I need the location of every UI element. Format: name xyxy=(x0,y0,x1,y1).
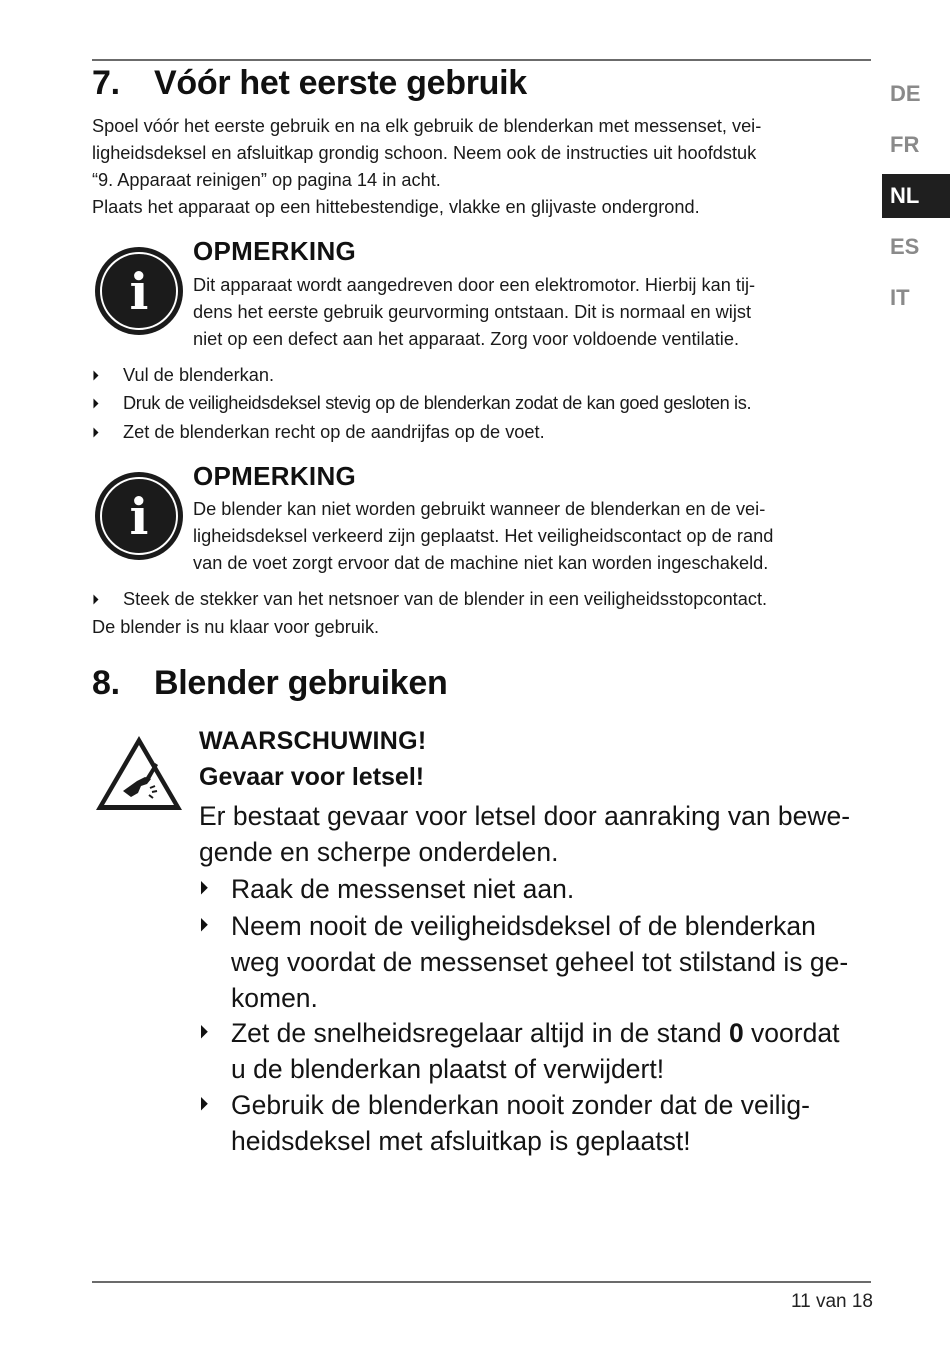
language-tab-es[interactable]: ES xyxy=(890,234,920,259)
intro-line: Plaats het apparaat op een hittebestendige, vlakke en glijvaste ondergrond. xyxy=(92,197,700,217)
section-8-heading xyxy=(92,664,447,703)
info-glyph: i xyxy=(100,477,178,555)
section-8-title: Blender gebruiken xyxy=(154,664,448,702)
note-line: Dit apparaat wordt aangedreven door een elektromotor. Hierbij kan tij- xyxy=(193,275,756,295)
hand-injury-warning-icon xyxy=(93,733,185,813)
language-tab-de[interactable]: DE xyxy=(890,81,921,106)
bullet-arrow-icon: ⏵ xyxy=(199,915,209,936)
note-1-text xyxy=(193,272,873,353)
top-rule xyxy=(92,59,871,61)
warning-item-line xyxy=(231,1015,839,1051)
ready-text: De blender is nu klaar voor gebruik. xyxy=(92,617,380,637)
intro-line: “9. Apparaat reinigen” op pagina 14 in acht. xyxy=(92,170,441,190)
note-line: De blender kan niet worden gebruikt wanneer de blenderkan en de vei- xyxy=(193,499,766,519)
section-7-number: 7. xyxy=(92,64,120,102)
warning-subtitle: Gevaar voor letsel! xyxy=(199,763,425,791)
warning-item xyxy=(199,908,848,1016)
warning-item-line: Neem nooit de veiligheidsdeksel of de blenderkan xyxy=(231,911,816,941)
warning-line: gende en scherpe onderdelen. xyxy=(199,837,559,867)
bottom-rule xyxy=(92,1281,871,1283)
warning-item-line: Gebruik de blenderkan nooit zonder dat de veilig- xyxy=(231,1090,810,1120)
bullet-arrow-icon: ⏵ xyxy=(92,367,99,383)
warning-item-line: u de blenderkan plaatst of verwijdert! xyxy=(231,1054,665,1084)
section-8-number: 8. xyxy=(92,664,120,702)
bullet-arrow-icon: ⏵ xyxy=(92,395,99,411)
warning-item-line: heidsdeksel met afsluitkap is geplaatst! xyxy=(231,1126,691,1156)
warning-item-text xyxy=(231,871,574,907)
step-item xyxy=(92,362,274,389)
warning-item-text xyxy=(231,1015,839,1087)
warning-item-line: komen. xyxy=(231,983,318,1013)
warning-item-segment: voordat xyxy=(743,1018,840,1048)
step-item xyxy=(92,586,767,613)
warning-item-segment: Zet de snelheidsregelaar altijd in de stand xyxy=(231,1018,729,1048)
bullet-arrow-icon: ⏵ xyxy=(199,1094,209,1115)
step-text: Zet de blenderkan recht op de aandrijfas op de voet. xyxy=(123,422,545,442)
step-item xyxy=(92,390,751,417)
note-line: niet op een defect aan het apparaat. Zorg voor voldoende ventilatie. xyxy=(193,329,740,349)
note-line: dens het eerste gebruik geurvorming ontstaan. Dit is normaal en wijst xyxy=(193,302,752,322)
warning-item-text xyxy=(231,1087,810,1159)
note-1-title: OPMERKING xyxy=(193,236,357,266)
warning-line: Er bestaat gevaar voor letsel door aanraking van bewe- xyxy=(199,801,851,831)
intro-line: Spoel vóór het eerste gebruik en na elk gebruik de blenderkan met messenset, vei- xyxy=(92,116,762,136)
step-text: Steek de stekker van het netsnoer van de blender in een veiligheidsstopcontact. xyxy=(123,589,768,609)
section-7-title: Vóór het eerste gebruik xyxy=(154,64,527,102)
speed-setting-zero: 0 xyxy=(728,1018,744,1048)
bullet-arrow-icon: ⏵ xyxy=(199,878,209,899)
note-2-text xyxy=(193,496,873,577)
info-icon xyxy=(95,247,183,335)
note-2-title: OPMERKING xyxy=(193,461,357,491)
warning-text xyxy=(199,798,869,870)
step-item xyxy=(92,419,545,446)
warning-item xyxy=(199,1087,810,1159)
language-tab-it[interactable]: IT xyxy=(890,285,910,310)
warning-item-line: Raak de messenset niet aan. xyxy=(231,874,575,904)
bullet-arrow-icon: ⏵ xyxy=(199,1022,209,1043)
language-tab-fr[interactable]: FR xyxy=(890,132,920,157)
intro-line: ligheidsdeksel en afsluitkap grondig schoon. Neem ook de instructies uit hoofdstuk xyxy=(92,143,757,163)
warning-item xyxy=(199,1015,839,1087)
bullet-arrow-icon: ⏵ xyxy=(92,424,99,440)
step-text: Vul de blenderkan. xyxy=(123,365,274,385)
info-glyph: i xyxy=(100,252,178,330)
step-text: Druk de veiligheidsdeksel stevig op de blenderkan zodat de kan goed gesloten is. xyxy=(123,393,752,413)
intro-paragraph xyxy=(92,113,867,221)
language-tab-nl-active[interactable]: NL xyxy=(882,174,950,218)
note-line: ligheidsdeksel verkeerd zijn geplaatst. Het veiligheidscontact op de rand xyxy=(193,526,774,546)
warning-title: WAARSCHUWING! xyxy=(199,727,427,755)
warning-item-line: weg voordat de messenset geheel tot stilstand is ge- xyxy=(231,947,849,977)
section-7-heading xyxy=(92,64,527,103)
note-line: van de voet zorgt ervoor dat de machine niet kan worden ingeschakeld. xyxy=(193,553,769,573)
page-number: 11 van 18 xyxy=(790,1291,873,1312)
warning-item-text xyxy=(231,908,848,1016)
warning-item xyxy=(199,871,574,907)
info-icon xyxy=(95,472,183,560)
bullet-arrow-icon: ⏵ xyxy=(92,591,99,607)
